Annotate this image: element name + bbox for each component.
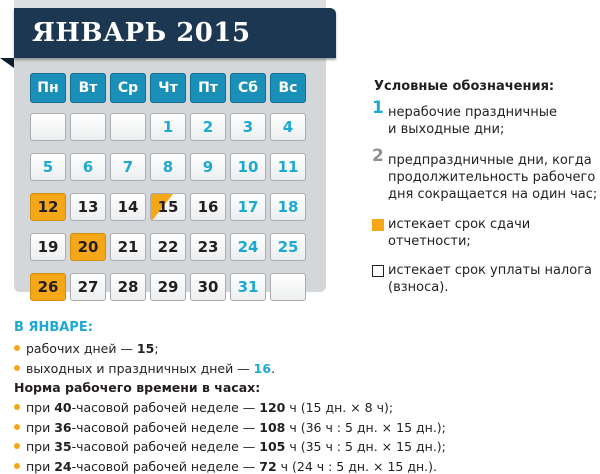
day-cell [190,113,226,141]
workdays-label: рабочих дней — [26,341,137,356]
day-cell [270,153,306,181]
day-number: 19 [37,238,59,256]
weekday-header: Пн [30,73,66,103]
legend-text-reporting: истекает срок сдачи отчетности; [388,217,531,249]
norm-post: ч (15 дн. × 8 ч); [285,400,394,415]
bullet-icon [14,404,20,410]
workdays-end: ; [154,341,159,356]
day-number: 1 [162,118,174,136]
day-cell [110,233,146,261]
day-number: 13 [77,198,99,216]
day-cell [110,273,146,301]
day-cell [150,273,186,301]
day-number: 6 [82,158,94,176]
weekday-header: Пт [190,73,226,103]
bullet-icon [14,463,20,469]
norm-line [14,400,393,415]
bullet-icon [14,365,20,371]
bullet-icon [14,424,20,430]
day-number: 29 [157,278,179,296]
day-number: 30 [197,278,219,296]
day-cell [190,273,226,301]
summary-holidays [14,361,275,376]
empty-day-cell [110,113,146,141]
day-number: 22 [157,238,179,256]
norm-total: 108 [259,419,286,435]
day-number: 5 [42,158,54,176]
summary-heading: В ЯНВАРЕ: [14,320,93,335]
norm-line [14,420,446,435]
day-cell [30,153,66,181]
day-cell [70,153,106,181]
holidays-label: выходных и праздничных дней — [26,361,254,376]
norm-hours: 36 [54,419,72,435]
norm-hours: 35 [54,439,72,454]
norm-total: 120 [259,400,286,415]
empty-day-cell [270,273,306,301]
day-cell [150,233,186,261]
weekday-header: Вс [270,73,306,103]
day-cell [30,233,66,261]
norm-total: 105 [259,439,286,454]
day-cell [270,233,306,261]
day-number: 17 [237,198,259,216]
norm-total: 72 [259,458,277,474]
day-cell [230,153,266,181]
weekday-header: Вт [70,73,106,103]
day-cell [230,233,266,261]
day-number: 15 [157,198,179,216]
day-cell [70,273,106,301]
day-cell [30,273,66,301]
day-number: 25 [277,238,299,256]
day-cell [190,233,226,261]
legend-text-preholidays: предпраздничные дни, когда продолжительность рабочего дня сокращается на один час; [388,153,598,202]
day-number: 27 [77,278,99,296]
day-number: 12 [37,198,59,216]
day-number: 23 [197,238,219,256]
empty-day-cell [30,113,66,141]
norm-mid: -часовой рабочей неделе — [71,400,260,415]
day-cell [190,153,226,181]
norm-hours: 24 [54,458,72,474]
weekday-header: Чт [150,73,186,103]
empty-day-cell [70,113,106,141]
day-number: 8 [162,158,174,176]
norm-post: ч (24 ч : 5 дн. × 15 дн.). [276,458,437,474]
day-number: 20 [77,238,99,256]
norm-post: ч (36 ч : 5 дн. × 15 дн.); [285,419,446,435]
holidays-end: . [271,361,276,376]
month-ribbon [14,8,336,58]
day-cell [150,193,186,221]
day-cell [110,193,146,221]
day-cell [70,193,106,221]
month-title: ЯНВАРЬ 2015 [32,18,251,48]
day-cell [190,193,226,221]
holidays-value: 16 [253,361,272,376]
legend-marker-2: 2 [372,146,384,166]
white-square-icon [372,265,384,277]
norm-line [14,459,437,474]
weekday-header: Сб [230,73,266,103]
norm-mid: -часовой рабочей неделе — [71,419,260,435]
day-cell [150,113,186,141]
day-number: 26 [37,278,59,296]
bullet-icon [14,345,20,351]
norm-pre: при [26,419,55,435]
weekday-header: Ср [110,73,146,103]
summary-workdays [14,341,159,356]
legend-text-tax: истекает срок уплаты налога (взноса). [388,263,592,295]
day-cell [230,273,266,301]
day-cell [270,193,306,221]
day-cell [230,113,266,141]
day-number: 31 [237,278,259,296]
day-number: 2 [202,118,214,136]
norm-line [14,439,446,454]
legend-text-holidays: нерабочие праздничные и выходные дни; [388,105,557,137]
norm-mid: -часовой рабочей неделе — [71,458,260,474]
norm-pre: при [26,439,55,454]
norm-mid: -часовой рабочей неделе — [71,439,260,454]
day-number: 28 [117,278,139,296]
day-number: 9 [202,158,214,176]
day-number: 4 [282,118,294,136]
legend-title: Условные обозначения: [374,79,555,94]
norm-heading: Норма рабочего времени в часах: [14,380,261,395]
day-cell [150,153,186,181]
workdays-value: 15 [136,341,155,356]
day-cell [230,193,266,221]
norm-post: ч (35 ч : 5 дн. × 15 дн.); [285,439,446,454]
bullet-icon [14,443,20,449]
day-cell [270,113,306,141]
norm-pre: при [26,458,55,474]
day-number: 14 [117,198,139,216]
norm-pre: при [26,400,55,415]
day-cell [110,153,146,181]
day-cell [70,233,106,261]
day-cell [30,193,66,221]
day-number: 3 [242,118,254,136]
day-number: 11 [277,158,299,176]
day-number: 21 [117,238,139,256]
ribbon-fold [0,58,14,68]
day-number: 24 [237,238,259,256]
day-number: 10 [237,158,259,176]
day-number: 7 [122,158,134,176]
day-number: 16 [197,198,219,216]
orange-square-icon [372,219,384,231]
day-number: 18 [277,198,299,216]
norm-hours: 40 [54,400,72,415]
legend-marker-1: 1 [372,98,384,118]
